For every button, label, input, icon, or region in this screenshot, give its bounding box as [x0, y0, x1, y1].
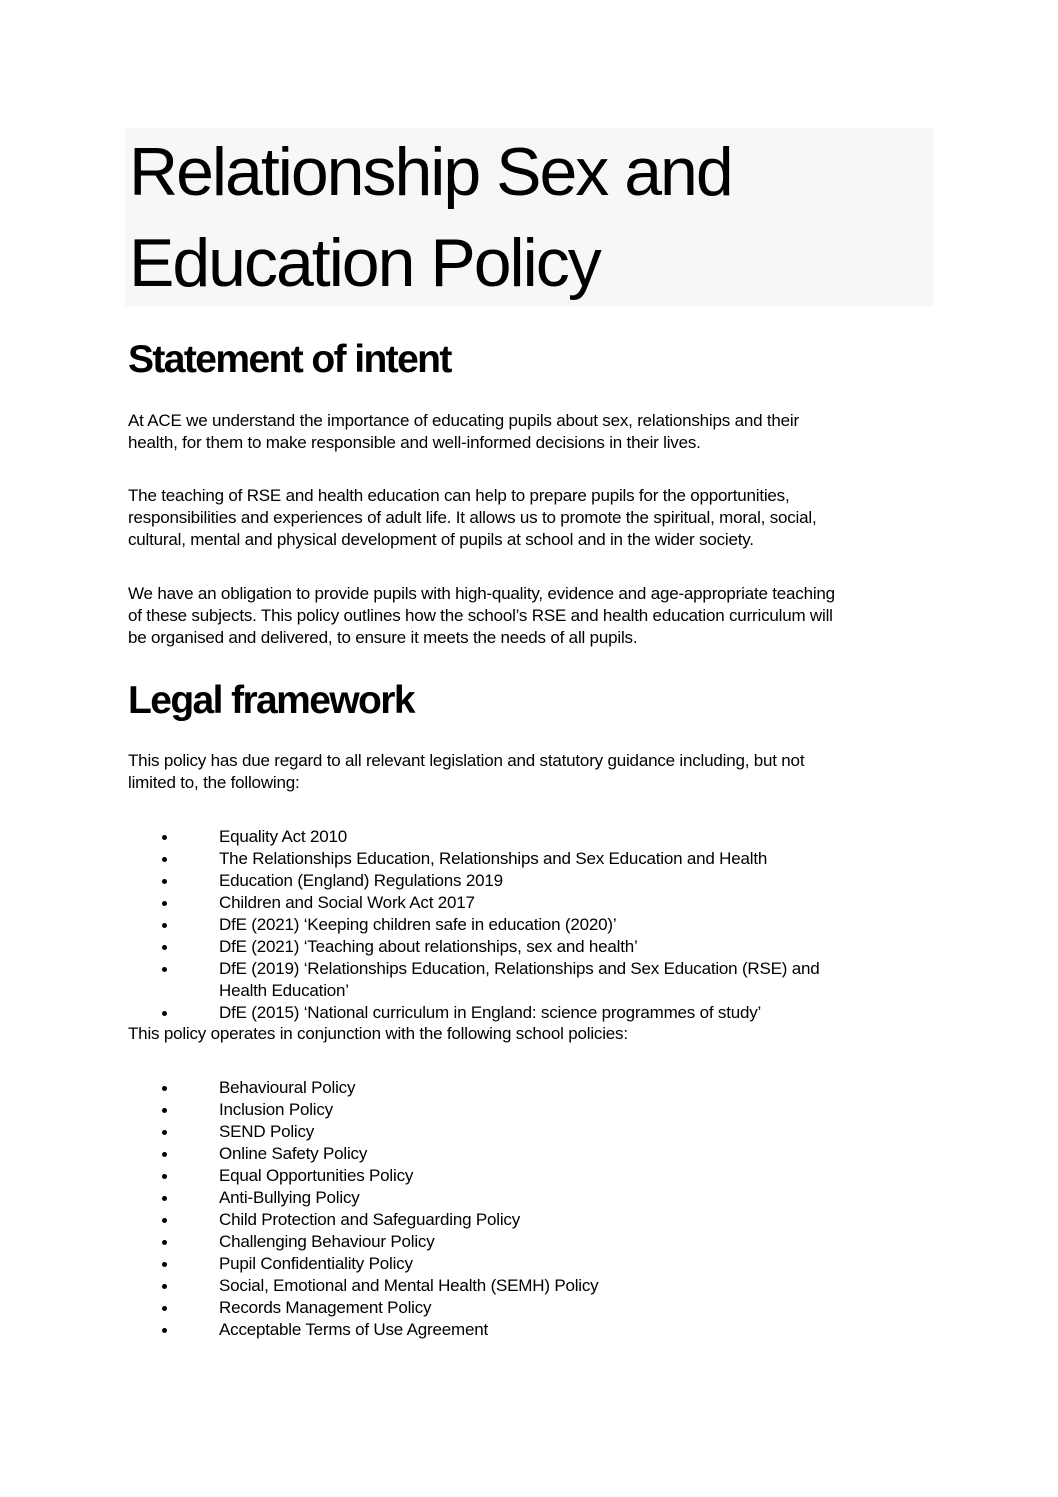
text-line: health, for them to make responsible and well-informed decisions in their lives. [128, 433, 701, 452]
paragraph-intent-3 [128, 583, 933, 649]
list-item [128, 1165, 598, 1187]
text-line: At ACE we understand the importance of educating pupils about sex, relationships and their [128, 411, 799, 430]
document-title-line-2: Education Policy [129, 225, 600, 301]
text-line: The teaching of RSE and health education can help to prepare pupils for the opportunities, [128, 486, 790, 505]
list-item-text: Inclusion Policy [219, 1100, 333, 1119]
list-item-text: Social, Emotional and Mental Health (SEMH) Policy [219, 1276, 599, 1295]
list-item [128, 1297, 598, 1319]
list-item [128, 1187, 598, 1209]
list-item [128, 1319, 598, 1341]
list-item-continuation [128, 980, 820, 1002]
paragraph-legal-intro [128, 750, 933, 794]
list-item-text: Children and Social Work Act 2017 [219, 893, 475, 912]
list-item-text: Education (England) Regulations 2019 [219, 871, 503, 890]
list-item-text: Records Management Policy [219, 1298, 432, 1317]
list-item-text: DfE (2015) ‘National curriculum in England: science programmes of study’ [219, 1003, 762, 1022]
paragraph-intent-2 [128, 485, 933, 551]
list-item-text: Behavioural Policy [219, 1078, 356, 1097]
list-item-text: Acceptable Terms of Use Agreement [219, 1320, 489, 1339]
paragraph-intent-1 [128, 410, 933, 454]
school-policies-list [128, 1077, 598, 1341]
list-item [128, 958, 820, 980]
text-line: be organised and delivered, to ensure it meets the needs of all pupils. [128, 628, 638, 647]
list-item [128, 914, 820, 936]
list-item-text: Equal Opportunities Policy [219, 1166, 414, 1185]
list-item [128, 1253, 598, 1275]
list-item-text: Challenging Behaviour Policy [219, 1232, 435, 1251]
heading-legal-framework: Legal framework [128, 679, 414, 722]
legislation-list [128, 826, 820, 1024]
list-item [128, 1121, 598, 1143]
list-item [128, 848, 820, 870]
text-line: responsibilities and experiences of adult life. It allows us to promote the spiritual, moral, social, [128, 508, 817, 527]
list-item [128, 1099, 598, 1121]
text-line: of these subjects. This policy outlines how the school’s RSE and health education curriculum will [128, 606, 833, 625]
list-item-text: DfE (2019) ‘Relationships Education, Relationships and Sex Education (RSE) and [219, 959, 820, 978]
text-line: limited to, the following: [128, 773, 300, 792]
heading-statement-of-intent: Statement of intent [128, 338, 451, 381]
list-item [128, 1002, 820, 1024]
list-item-text: DfE (2021) ‘Keeping children safe in education (2020)’ [219, 915, 617, 934]
list-item [128, 1077, 598, 1099]
list-item [128, 1231, 598, 1253]
list-item-text: Pupil Confidentiality Policy [219, 1254, 413, 1273]
list-item [128, 1143, 598, 1165]
list-item-text: DfE (2021) ‘Teaching about relationships, sex and health’ [219, 937, 638, 956]
list-item [128, 936, 820, 958]
list-item-text: Health Education’ [219, 981, 349, 1000]
list-item-text: Anti-Bullying Policy [219, 1188, 360, 1207]
text-line: We have an obligation to provide pupils with high-quality, evidence and age-appropriate teaching [128, 584, 835, 603]
list-item-text: Equality Act 2010 [219, 827, 347, 846]
text-line: This policy has due regard to all relevant legislation and statutory guidance including, but not [128, 751, 805, 770]
list-item [128, 1209, 598, 1231]
list-item [128, 1275, 598, 1297]
list-item [128, 892, 820, 914]
list-item [128, 870, 820, 892]
list-item-text: The Relationships Education, Relationships and Sex Education and Health [219, 849, 768, 868]
list-item-text: Online Safety Policy [219, 1144, 368, 1163]
text-line: cultural, mental and physical development of pupils at school and in the wider society. [128, 530, 754, 549]
list-item-text: Child Protection and Safeguarding Policy [219, 1210, 521, 1229]
document-title-line-1: Relationship Sex and [129, 134, 732, 210]
list-item [128, 826, 820, 848]
paragraph-conjunction: This policy operates in conjunction with the following school policies: [128, 1024, 628, 1043]
list-item-text: SEND Policy [219, 1122, 315, 1141]
